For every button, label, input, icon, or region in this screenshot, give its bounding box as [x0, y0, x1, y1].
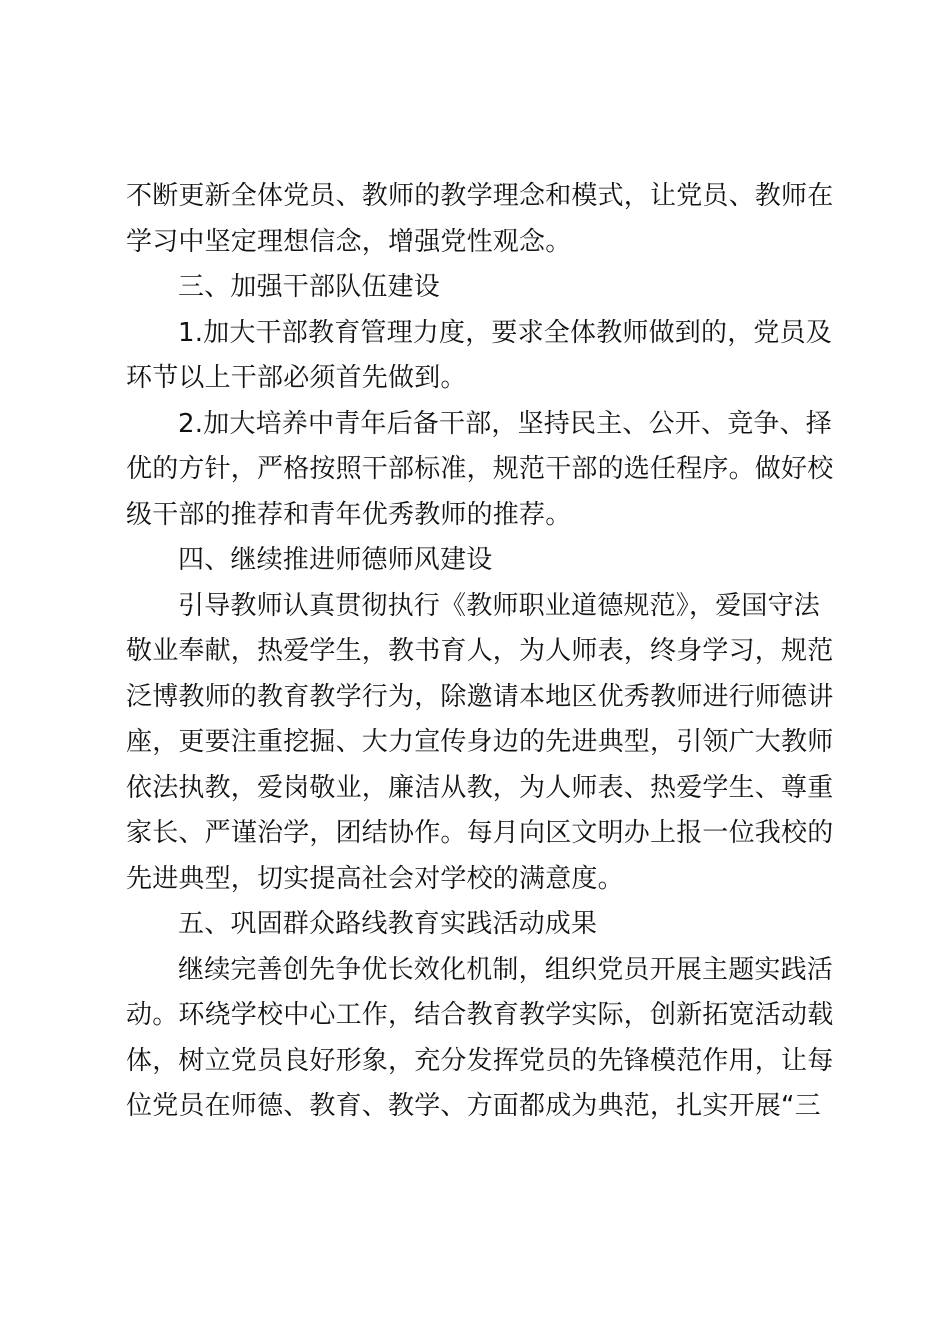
- section-heading-4: 四、继续推进师德师风建设: [178, 545, 493, 575]
- list-item-2-line: 2.加大培养中青年后备干部，坚持民主、公开、竞争、择: [178, 408, 833, 439]
- list-item-2-line: 级干部的推荐和青年优秀教师的推荐。: [126, 499, 572, 530]
- paragraph-line: 家长、严谨治学，团结协作。每月向区文明办上报一位我校的: [126, 818, 834, 848]
- body-text-line: 不断更新全体党员、教师的教学理念和模式，让党员、教师在: [126, 181, 834, 211]
- paragraph-line: 继续完善创先争优长效化机制，组织党员开展主题实践活: [178, 954, 834, 985]
- list-item-1-line: 1.加大干部教育管理力度，要求全体教师做到的，党员及: [178, 317, 833, 348]
- section-heading-3: 三、加强干部队伍建设: [178, 272, 441, 302]
- paragraph-line: 引导教师认真贯彻执行《教师职业道德规范》，爱国守法: [178, 590, 821, 621]
- paragraph-line: 敬业奉献，热爱学生，教书育人，为人师表，终身学习，规范: [126, 636, 834, 666]
- paragraph-line: 动。环绕学校中心工作，结合教育教学实际，创新拓宽活动载: [126, 1000, 834, 1030]
- list-item-2-line: 优的方针，严格按照干部标准，规范干部的选任程序。做好校: [126, 454, 834, 484]
- list-item-1-line: 环节以上干部必须首先做到。: [126, 363, 467, 393]
- section-heading-5: 五、巩固群众路线教育实践活动成果: [178, 909, 598, 939]
- paragraph-line: 座，更要注重挖掘、大力宣传身边的先进典型，引领广大教师: [126, 727, 834, 757]
- paragraph-line: 位党员在师德、教育、教学、方面都成为典范，扎实开展“三: [126, 1091, 821, 1121]
- paragraph-line: 体，树立党员良好形象，充分发挥党员的先锋模范作用，让每: [126, 1045, 834, 1076]
- paragraph-line: 依法执教，爱岗敬业，廉洁从教，为人师表、热爱学生、尊重: [126, 772, 834, 803]
- document-body: [126, 174, 834, 1130]
- paragraph-line: 先进典型，切实提高社会对学校的满意度。: [126, 863, 624, 894]
- body-text-line: 学习中坚定理想信念，增强党性观念。: [126, 226, 572, 257]
- paragraph-line: 泛博教师的教育教学行为，除邀请本地区优秀教师进行师德讲: [126, 681, 834, 712]
